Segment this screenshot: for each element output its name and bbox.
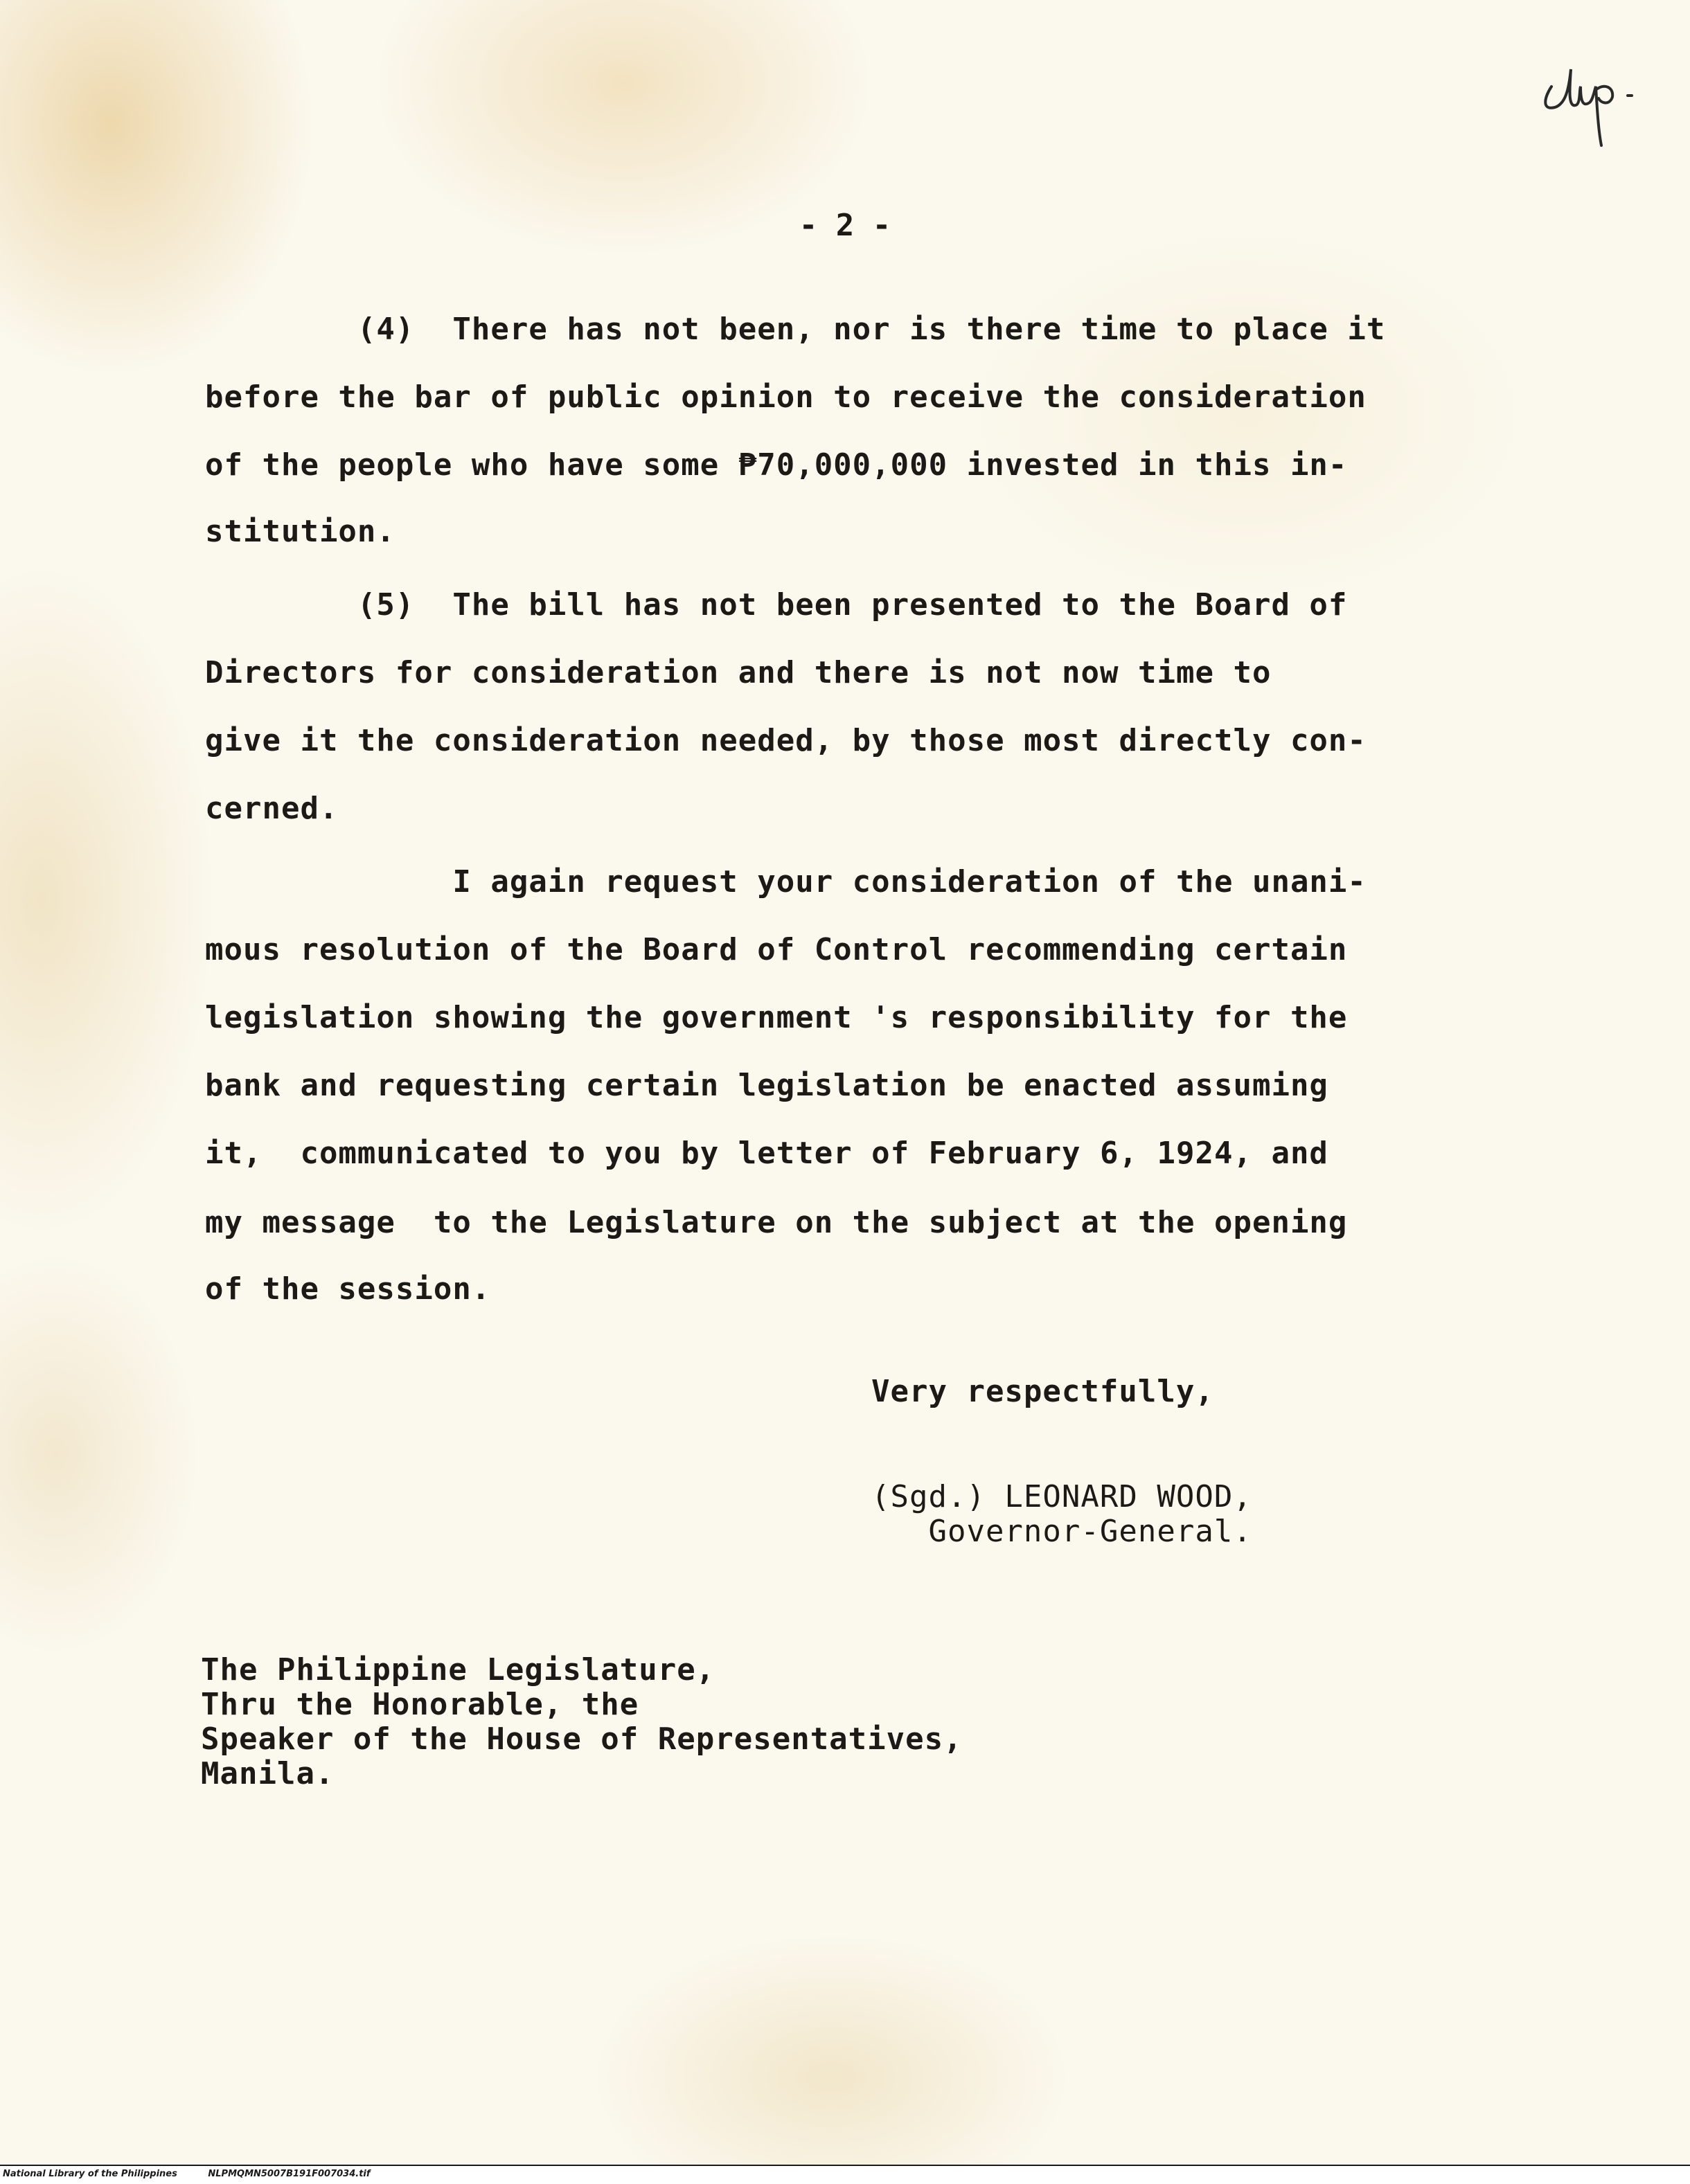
body-line: (4) There has not been, nor is there time to place it [205,312,1386,347]
closing-salutation: Very respectfully, [871,1374,1214,1409]
body-line: stitution. [205,514,395,549]
body-line: cerned. [205,791,339,826]
body-line: (5) The bill has not been presented to the Board of [205,587,1348,623]
body-line: Directors for consideration and there is not now time to [205,655,1272,690]
body-line: I again request your consideration of the unani- [205,864,1367,899]
address-line: Speaker of the House of Representatives, [201,1721,963,1757]
footer-file-name: NLPMQMN5007B191F007034.tif [208,2169,371,2179]
body-line: bank and requesting certain legislation be enacted assuming [205,1068,1328,1103]
address-line: Thru the Honorable, the [201,1687,639,1722]
body-line: of the session. [205,1271,491,1307]
address-line: The Philippine Legislature, [201,1652,715,1688]
body-line: of the people who have some ₱70,000,000 invested in this in- [205,447,1348,483]
signature-title: Governor-General. [871,1514,1252,1549]
address-line: Manila. [201,1756,335,1791]
body-line: give it the consideration needed, by those most directly con- [205,723,1367,758]
body-line: legislation showing the government 's responsibility for the [205,1000,1348,1035]
body-line: before the bar of public opinion to receive the consideration [205,379,1367,415]
page-number: - 2 - [799,208,891,243]
footer-library-name: National Library of the Philippines [3,2169,177,2179]
archive-footer [0,2165,1690,2184]
body-line: my message to the Legislature on the subject at the opening [205,1205,1348,1240]
signature-name: (Sgd.) LEONARD WOOD, [871,1479,1252,1514]
body-line: it, communicated to you by letter of February 6, 1924, and [205,1136,1328,1171]
body-line: mous resolution of the Board of Control recommending certain [205,932,1348,967]
handwritten-annotation [1538,48,1648,152]
